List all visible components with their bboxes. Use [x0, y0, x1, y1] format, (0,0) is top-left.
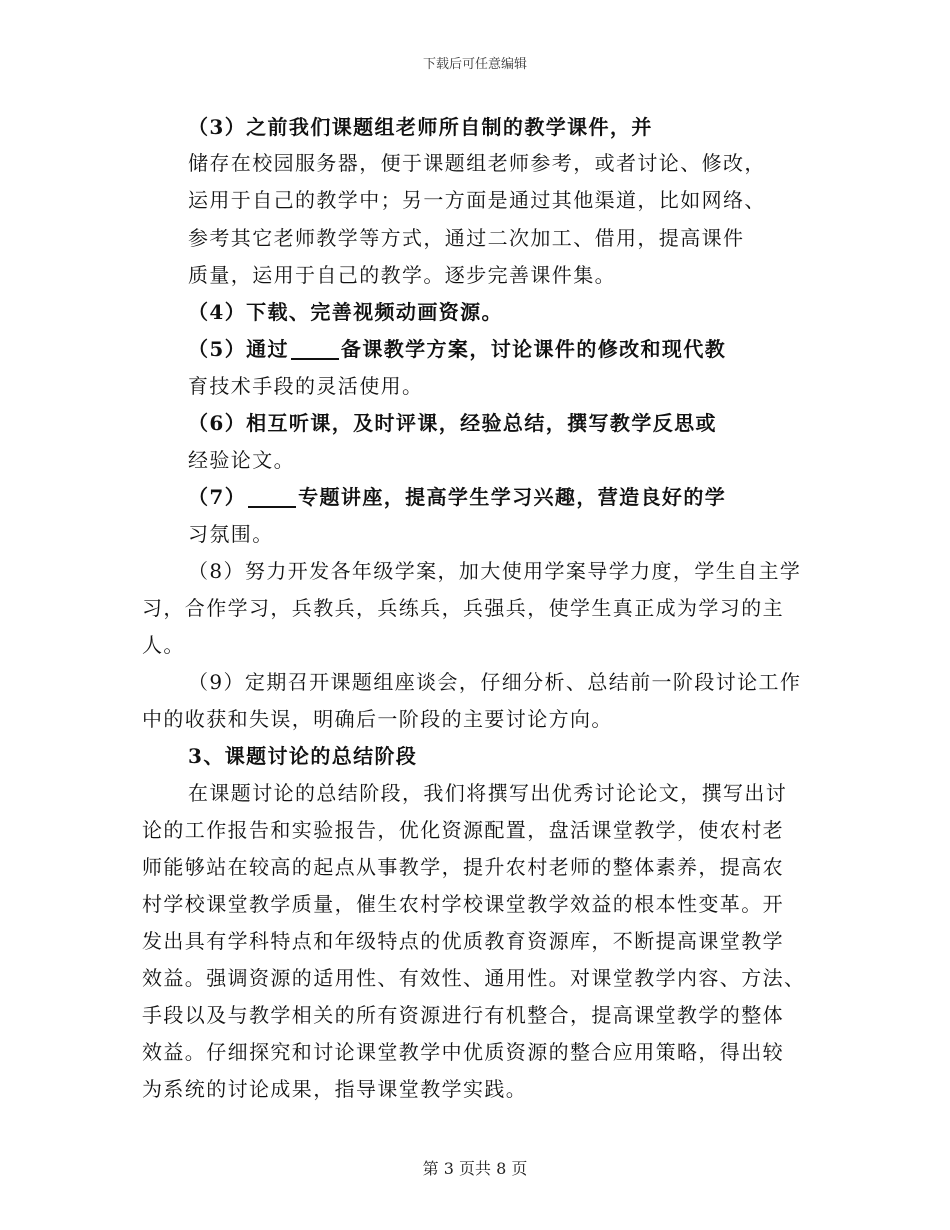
section-3-line: 效益。强调资源的适用性、有效性、通用性。对课堂教学内容、方法、	[142, 966, 806, 990]
section-3-line: 手段以及与教学相关的所有资源进行有机整合，提高课堂教学的整体	[142, 1003, 784, 1027]
item-3-line: 质量，运用于自己的教学。逐步完善课件集。	[188, 263, 616, 287]
item-8-line: 习，合作学习，兵教兵，兵练兵，兵强兵，使学生真正成为学习的主	[142, 596, 784, 620]
section-3-line: 为系统的讨论成果，指导课堂教学实践。	[142, 1077, 528, 1101]
item-7-title-post: 专题讲座，提高学生学习兴趣，营造良好的学	[298, 485, 727, 509]
page-header: 下载后可任意编辑	[422, 57, 527, 72]
section-3-heading: 3、课题讨论的总结阶段	[188, 744, 418, 768]
item-7-line: 习氛围。	[188, 522, 274, 546]
item-4-title: （4）下载、完善视频动画资源。	[188, 300, 503, 324]
section-3-line: 师能够站在较高的起点从事教学，提升农村老师的整体素养，提高农	[142, 855, 784, 879]
item-3-title: （3）之前我们课题组老师所自制的教学课件，并	[188, 115, 653, 139]
item-9-line: 中的收获和失误，明确后一阶段的主要讨论方向。	[142, 707, 613, 731]
page-footer: 第 3 页共 8 页	[422, 1159, 528, 1178]
section-3-line: 发出具有学科特点和年级特点的优质教育资源库，不断提高课堂教学	[142, 929, 784, 953]
item-3-line: 运用于自己的教学中；另一方面是通过其他渠道，比如网络、	[188, 188, 766, 212]
item-5-title	[188, 334, 726, 364]
item-8-line: （8）努力开发各年级学案，加大使用学案导学力度，学生自主学	[188, 559, 802, 583]
item-6-title: （6）相互听课，及时评课，经验总结，撰写教学反思或	[188, 411, 717, 435]
item-8-line: 人。	[142, 633, 185, 657]
item-5-title-pre: （5）通过	[188, 337, 289, 361]
section-3-line: 论的工作报告和实验报告，优化资源配置，盘活课堂教学，使农村老	[142, 818, 784, 842]
item-7-title-pre: （7）	[188, 485, 247, 509]
item-3-line: 参考其它老师教学等方式，通过二次加工、借用，提高课件	[188, 226, 745, 250]
section-3-line: 效益。仔细探究和讨论课堂教学中优质资源的整合应用策略，得出较	[142, 1040, 784, 1064]
section-3-line: 在课题讨论的总结阶段，我们将撰写出优秀讨论论文，撰写出讨	[188, 781, 788, 805]
section-3-line: 村学校课堂教学质量，催生农村学校课堂教学效益的根本性变革。开	[142, 892, 784, 916]
item-5-line: 育技术手段的灵活使用。	[188, 374, 424, 398]
item-3-line: 储存在校园服务器，便于课题组老师参考，或者讨论、修改，	[188, 151, 766, 175]
item-7-title	[188, 482, 726, 512]
item-6-line: 经验论文。	[188, 448, 295, 472]
item-9-line: （9）定期召开课题组座谈会，仔细分析、总结前一阶段讨论工作	[188, 670, 802, 694]
fill-in-blank	[248, 484, 296, 508]
item-5-title-post: 备课教学方案，讨论课件的修改和现代教	[340, 337, 727, 361]
fill-in-blank	[291, 336, 339, 360]
